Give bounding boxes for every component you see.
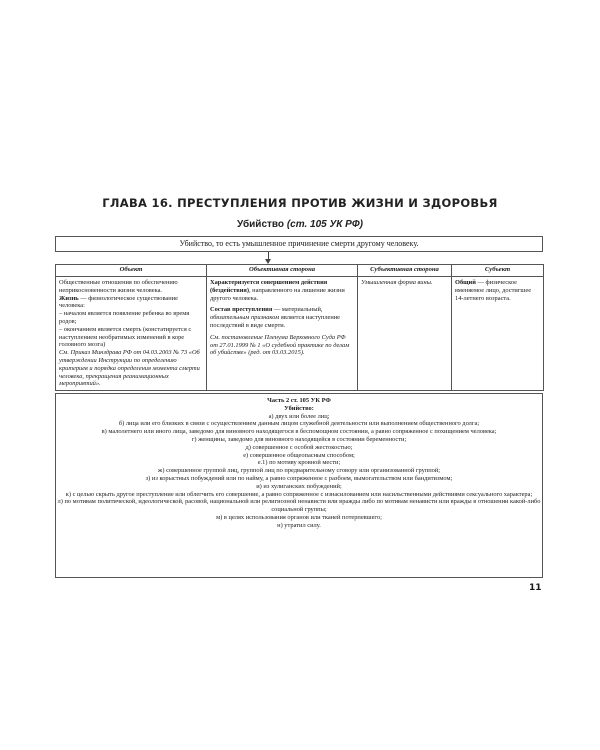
objective-lead-bold: Характеризуется совершением действия (бездействия) (210, 279, 328, 294)
subtitle-article: (ст. 105 УК РФ) (286, 219, 363, 230)
list-item: д) совершенное с особой жестокостью; (245, 443, 353, 451)
life-definition (59, 295, 203, 311)
object-item-1: – началом является появление ребенка во время родов; (59, 310, 190, 325)
object-line: Общественные отношения по обеспечению неприкосновенности жизни человека. (59, 279, 178, 294)
page-number: 11 (529, 583, 542, 593)
subject-cell (452, 277, 544, 391)
objective-lead-rest: , направленного на лишение жизни другого человека. (210, 286, 345, 302)
objective-reference: См. постановление Пленума Верховного Суда РФ от 27.01.1999 № 1 «О судебной практике по делам об убийстве» (ред. от 03.03.2015). (210, 333, 350, 357)
subject-text (455, 279, 540, 302)
list-item: м) в целях использования органов или тканей потерпевшего; (216, 513, 382, 521)
list-item: г) женщины, заведомо для виновного находящейся в состоянии беременности; (191, 435, 407, 443)
list-item: к) с целью скрыть другое преступление или облегчить его совершение, а равно сопряженное с изнасилованием или насильственными действиями сексуального характера; (65, 490, 533, 498)
composition-bold: Состав преступления (210, 306, 273, 314)
list-item: в) малолетнего или иного лица, заведомо для виновного находящегося в беспомощном состоянии, а равно сопряженное с похищением человека; (101, 428, 497, 436)
life-term: Жизнь (59, 294, 79, 302)
composition-italic: обязательным признаком (210, 314, 280, 322)
list-item: и) из хулиганских побуждений; (256, 482, 342, 490)
table-header-row (56, 265, 544, 277)
subject-rest: — физическое вменяемое лицо, достигшее 14-летнего возраста. (455, 279, 532, 302)
list-item: ж) совершенное группой лиц, группой лиц по предварительному сговору или организованной группой; (157, 467, 441, 475)
elements-table (55, 264, 544, 391)
object-reference: См. Приказ Минздрава РФ от 04.03.2003 № 73 «Об утверждении Инструкции по определению критериев и порядка определения момента смерти человека, прекращения реанимационных мероприятий». (59, 349, 200, 388)
list-item: е.1) по мотиву кровной мести; (257, 459, 341, 467)
part2-box (55, 393, 543, 578)
definition-box: Убийство, то есть умышленное причинение смерти другому человеку. (55, 236, 543, 252)
list-item: н) утратил силу. (277, 521, 321, 529)
section-subtitle (0, 219, 600, 230)
object-cell (56, 277, 207, 391)
objective-composition (210, 306, 354, 329)
list-item: е) совершенное общеопасным способом; (243, 451, 355, 459)
object-item-2: – окончанием является смерть (констатируется с наступлением необратимых изменений в коре головного мозга) (59, 325, 192, 349)
header-subjective-side: Субъективная сторона (358, 265, 452, 277)
header-subject: Субъект (452, 265, 544, 277)
list-item: б) лица или его близких в связи с осуществлением данным лицом служебной деятельности или выполнением общественного долга; (118, 420, 480, 428)
subtitle-text: Убийство (237, 219, 285, 230)
composition-mid: — материальный, (272, 306, 323, 314)
objective-lead (210, 279, 354, 302)
list-item: з) из корыстных побуждений или по найму, а равно сопряженное с разбоем, вымогательством или бандитизмом; (145, 474, 453, 482)
subjective-cell: Умышленная форма вины. (358, 277, 452, 391)
part2-heading: Убийство: (284, 404, 314, 412)
objective-cell (207, 277, 358, 391)
list-item: а) двух или более лиц; (268, 412, 330, 420)
chapter-title: ГЛАВА 16. ПРЕСТУПЛЕНИЯ ПРОТИВ ЖИЗНИ И ЗДОРОВЬЯ (102, 196, 498, 210)
composition-rest: является наступление последствий в виде смерти. (210, 314, 341, 329)
list-item: л) по мотивам политической, идеологической, расовой, национальной или религиозной ненависти или вражды либо по мотивам ненависти или вражды в отношении какой-либо социальной группы; (57, 498, 541, 514)
subject-bold: Общий (455, 279, 476, 286)
header-object: Объект (56, 265, 207, 277)
life-def: — физиологическое существование человека: (59, 294, 178, 310)
header-objective-side: Объективная сторона (207, 265, 358, 277)
table-row (56, 277, 544, 391)
part2-title: Часть 2 ст. 105 УК РФ (267, 397, 331, 404)
